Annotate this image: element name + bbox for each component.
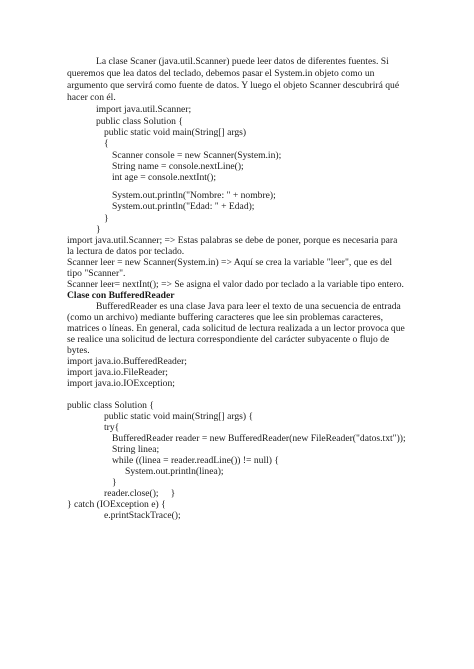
code-line: String name = console.nextLine(); [112, 161, 244, 172]
code-line: System.out.println("Nombre: " + nombre); [112, 190, 276, 201]
code-line: int age = console.nextInt(); [112, 172, 216, 183]
code-line: } [104, 213, 109, 224]
code-line: public static void main(String[] args) { [104, 411, 254, 422]
code-line: String linea; [112, 444, 160, 455]
code-line: reader.close(); } [104, 488, 176, 499]
paragraph-line: matrices o líneas. En general, cada solicitud de lectura realizada a un lector provoca que [67, 323, 405, 334]
explanation-line: import java.util.Scanner; => Estas palabras se debe de poner, porque es necesaria para [67, 235, 398, 246]
code-line: import java.io.IOException; [67, 378, 175, 389]
explanation-line: Scanner leer= nextInt(); => Se asigna el valor dado por teclado a la variable tipo entero. [67, 279, 404, 290]
code-line: try{ [104, 422, 120, 433]
paragraph-line: bytes. [67, 345, 90, 356]
code-line: Scanner console = new Scanner(System.in); [112, 150, 282, 161]
code-line: import java.util.Scanner; [96, 104, 192, 115]
code-line: System.out.println("Edad: " + Edad); [112, 201, 255, 212]
paragraph-line: se realice una solicitud de lectura correspondiente del carácter subyacente o flujo de [67, 334, 390, 345]
code-line: } catch (IOException e) { [67, 499, 166, 510]
code-line: while ((linea = reader.readLine()) != null) { [112, 455, 279, 466]
intro-line-3: argumento que servirá como fuente de datos. Y luego el objeto Scanner descubrirá qué [67, 80, 400, 91]
explanation-line: tipo "Scanner". [67, 268, 126, 279]
code-line: public class Solution { [96, 116, 183, 127]
section-heading: Clase con BufferedReader [67, 290, 175, 301]
code-line: { [104, 138, 109, 149]
code-line: import java.io.FileReader; [67, 367, 168, 378]
intro-line-4: hacer con él. [67, 92, 116, 103]
intro-line-1: La clase Scaner (java.util.Scanner) puede leer datos de diferentes fuentes. Si [96, 56, 389, 67]
code-line: public class Solution { [67, 400, 154, 411]
code-line: import java.io.BufferedReader; [67, 356, 187, 367]
code-line: public static void main(String[] args) [104, 127, 247, 138]
code-line: } [112, 477, 117, 488]
code-line: System.out.println(linea); [125, 466, 224, 477]
explanation-line: Scanner leer = new Scanner(System.in) => Aquí se crea la variable "leer", que es del [67, 257, 393, 268]
code-line: BufferedReader reader = new BufferedReader(new FileReader("datos.txt")); [112, 433, 406, 444]
intro-line-2: queremos que lea datos del teclado, debemos pasar el System.in objeto como un [67, 68, 375, 79]
paragraph-line: BufferedReader es una clase Java para leer el texto de una secuencia de entrada [96, 301, 401, 312]
code-line: e.printStackTrace(); [104, 510, 181, 521]
paragraph-line: (como un archivo) mediante buffering caracteres que lee sin problemas caracteres, [67, 312, 383, 323]
explanation-line: la lectura de datos por teclado. [67, 246, 185, 257]
code-line: } [96, 224, 101, 235]
